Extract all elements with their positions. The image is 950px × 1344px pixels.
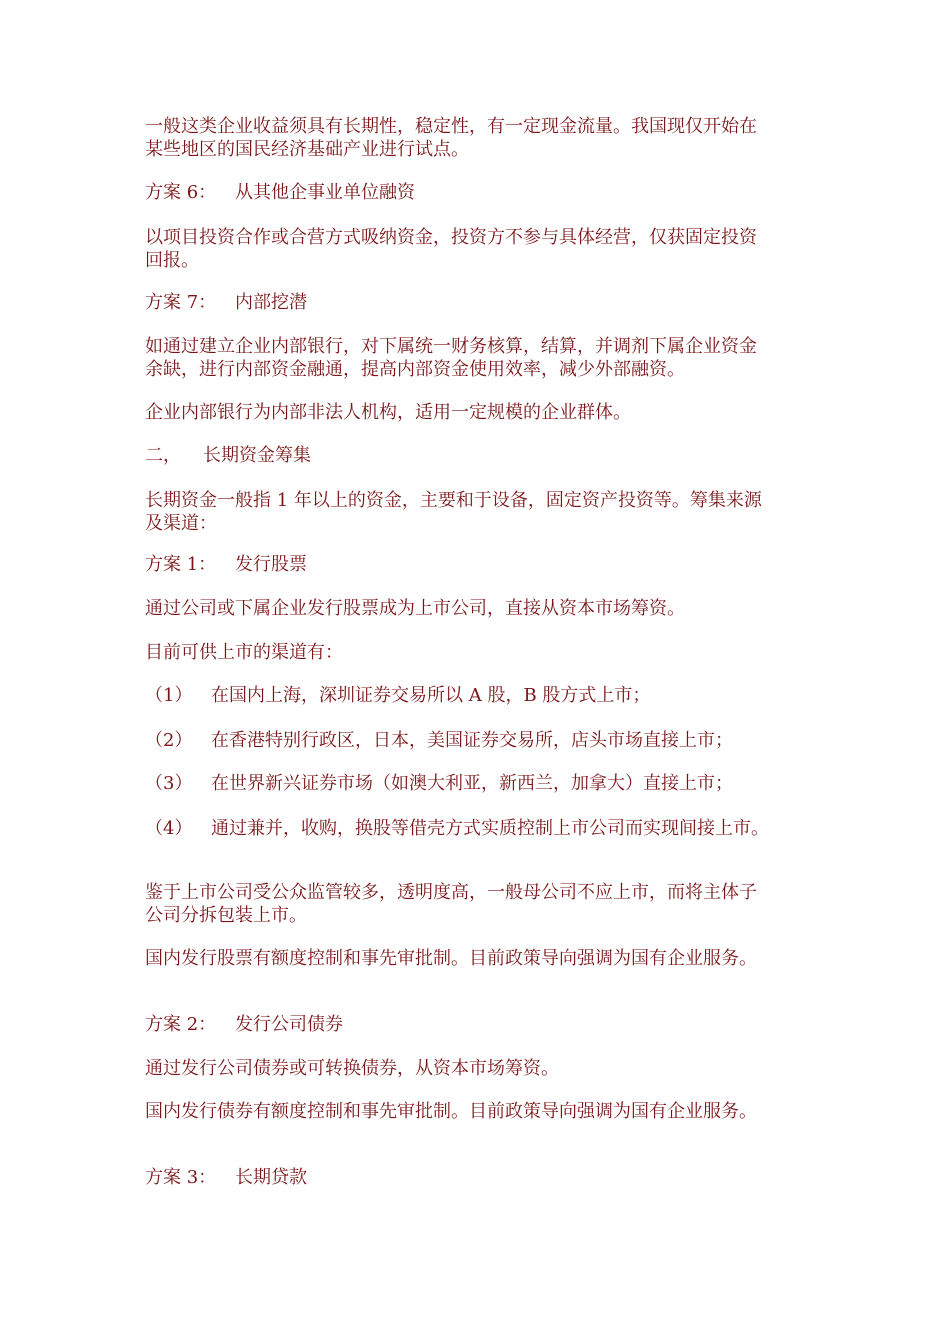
paragraph-line: 通过公司或下属企业发行股票成为上市公司，直接从资本市场筹资。 [145, 598, 685, 619]
list-item [145, 818, 769, 840]
paragraph-line: 国内发行债券有额度控制和事先审批制。目前政策导向强调为国有企业服务。 [145, 1101, 757, 1122]
scheme-title: 长期贷款 [235, 1167, 307, 1188]
scheme-7-heading [145, 292, 307, 314]
scheme-number: 方案 1： [145, 554, 217, 575]
scheme-number: 方案 6： [145, 182, 217, 203]
scheme-3-heading [145, 1167, 307, 1189]
scheme-6-heading [145, 182, 415, 204]
list-item [145, 685, 650, 707]
section-2-heading [145, 445, 311, 467]
list-item [145, 730, 733, 752]
list-item-number: （3） [145, 773, 193, 794]
paragraph-line: 公司分拆包装上市。 [145, 905, 307, 926]
scheme-2-heading [145, 1014, 343, 1036]
paragraph-line: 目前可供上市的渠道有： [145, 642, 343, 663]
paragraph-line: 企业内部银行为内部非法人机构，适用一定规模的企业群体。 [145, 402, 631, 423]
list-item-text: 在香港特别行政区，日本，美国证券交易所，店头市场直接上市； [211, 730, 733, 751]
list-item-number: （4） [145, 818, 193, 839]
paragraph-line: 如通过建立企业内部银行，对下属统一财务核算，结算，并调剂下属企业资金 [145, 336, 757, 357]
paragraph-line: 国内发行股票有额度控制和事先审批制。目前政策导向强调为国有企业服务。 [145, 948, 757, 969]
scheme-title: 发行股票 [235, 554, 307, 575]
paragraph-line: 余缺，进行内部资金融通，提高内部资金使用效率，减少外部融资。 [145, 359, 685, 380]
paragraph-line: 一般这类企业收益须具有长期性，稳定性，有一定现金流量。我国现仅开始在 [145, 116, 757, 137]
scheme-1-heading [145, 554, 307, 576]
scheme-title: 发行公司债券 [235, 1014, 343, 1035]
list-item [145, 773, 733, 795]
list-item-number: （2） [145, 730, 193, 751]
scheme-title: 内部挖潜 [235, 292, 307, 313]
list-item-number: （1） [145, 685, 193, 706]
section-number: 二， [145, 445, 181, 466]
section-title: 长期资金筹集 [203, 445, 311, 466]
paragraph-line: 某些地区的国民经济基础产业进行试点。 [145, 139, 469, 160]
scheme-number: 方案 3： [145, 1167, 217, 1188]
paragraph-line: 及渠道： [145, 513, 217, 534]
paragraph-line: 鉴于上市公司受公众监管较多，透明度高，一般母公司不应上市，而将主体子 [145, 882, 757, 903]
paragraph-line: 回报。 [145, 250, 199, 271]
scheme-number: 方案 7： [145, 292, 217, 313]
paragraph-line: 通过发行公司债券或可转换债券，从资本市场筹资。 [145, 1058, 559, 1079]
scheme-title: 从其他企事业单位融资 [235, 182, 415, 203]
list-item-text: 在世界新兴证券市场（如澳大利亚，新西兰，加拿大）直接上市； [211, 773, 733, 794]
list-item-text: 在国内上海，深圳证券交易所以 A 股，B 股方式上市； [211, 685, 651, 706]
list-item-text: 通过兼并，收购，换股等借壳方式实质控制上市公司而实现间接上市。 [211, 818, 769, 839]
scheme-number: 方案 2： [145, 1014, 217, 1035]
paragraph-line: 以项目投资合作或合营方式吸纳资金，投资方不参与具体经营，仅获固定投资 [145, 227, 757, 248]
paragraph-line: 长期资金一般指 1 年以上的资金，主要和于设备，固定资产投资等。筹集来源 [145, 490, 762, 511]
